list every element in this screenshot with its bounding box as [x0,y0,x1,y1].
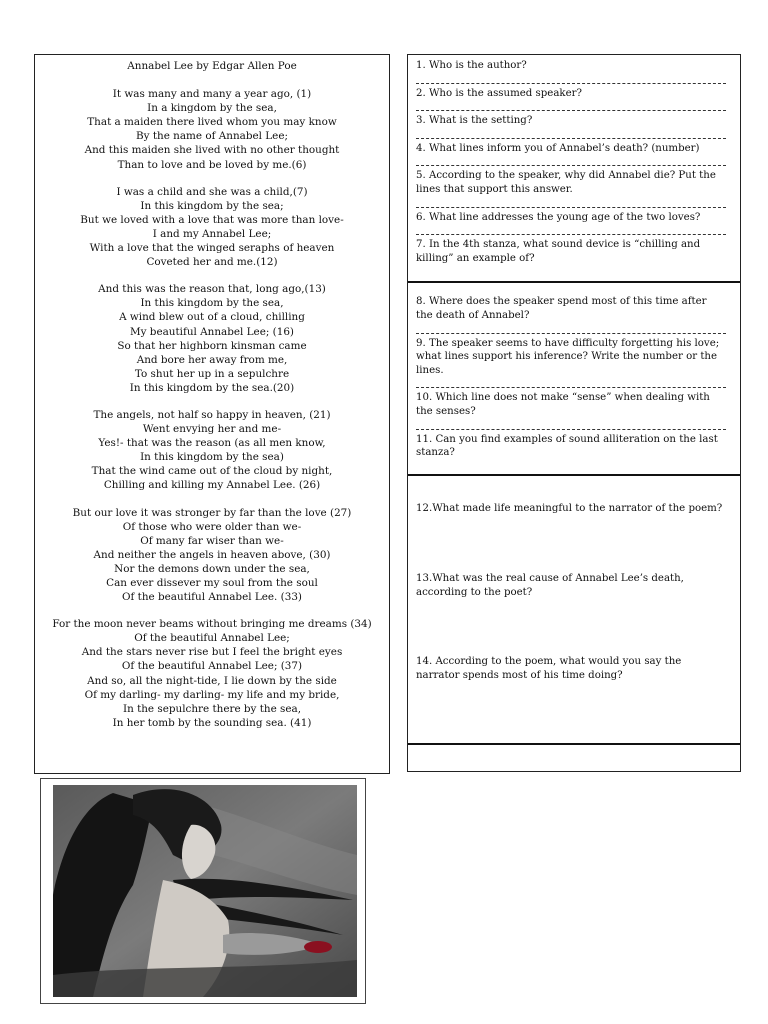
stanza [41,408,383,493]
red-rose [304,941,332,953]
poem-line: Of the beautiful Annabel Lee; (37) [121,660,303,673]
question-10-line-1: 10. Which line does not make “sense” when dealing with [416,392,710,404]
poem-line: But we loved with a love that was more than love- [80,213,344,226]
poem-line: Of many far wiser than we- [140,534,284,547]
question-9-line-3: lines. [416,364,444,376]
poem-line: That the wind came out of the cloud by night, [91,465,333,478]
poem-line: Of the beautiful Annabel Lee; [134,632,290,645]
poem-line: By the name of Annabel Lee; [136,130,288,143]
poem-line: Chilling and killing my Annabel Lee. (26) [103,479,321,492]
poem-line: Yes!- that was the reason (as all men know, [98,437,326,450]
poem-line: So that her highborn kinsman came [117,339,307,352]
question-14-line-2: narrator spends most of his time doing? [416,670,623,682]
question-13-line-1: 13.What was the real cause of Annabel Lee’s death, [416,573,684,585]
question-6: 6. What line addresses the young age of the two loves? [416,211,701,223]
answer-line[interactable] [416,224,726,235]
poem-line: Of those who were older than we- [122,520,302,533]
poem-stanzas [41,87,383,730]
poem-line: Went envying her and me- [142,423,282,436]
poem-line: With a love that the winged seraphs of heaven [89,242,335,255]
question-1: 1. Who is the author? [416,60,527,71]
question-11-line-1: 11. Can you find examples of sound alliteration on the last [416,433,718,445]
answer-space[interactable] [416,599,732,655]
spacer [416,476,732,502]
question-5-line-2: lines that support this answer. [416,183,573,195]
poem-title: Annabel Lee by Edgar Allen Poe [127,60,297,72]
answer-space[interactable] [416,683,732,743]
question-11-line-2: stanza? [416,447,455,459]
question-8-line-2: the death of Annabel? [416,309,530,321]
painting-svg [53,785,357,997]
illustration-frame [40,778,366,1004]
poem-line: Of the beautiful Annabel Lee. (33) [122,591,302,604]
stanza [41,506,383,605]
poem-line: Can ever dissever my soul from the soul [106,577,318,589]
poem-line: I and my Annabel Lee; [152,227,272,240]
question-7-line-1: 7. In the 4th stanza, what sound device is “chilling and [416,239,701,251]
stanza [41,87,383,172]
poem-line: It was many and many a year ago, (1) [112,88,312,101]
spacer [416,283,732,295]
question-4: 4. What lines inform you of Annabel’s death? (number) [416,142,700,154]
poem-line: In the sepulchre there by the sea, [122,702,302,715]
questions-panel [407,54,741,772]
poem-line: For the moon never beams without bringing me dreams (34) [52,618,372,631]
poem-line: That a maiden there lived whom you may know [87,116,337,129]
answer-line[interactable] [416,419,726,430]
answer-line[interactable] [416,128,726,139]
poem-line: Than to love and be loved by me.(6) [117,158,307,171]
poem-line: And so, all the night-tide, I lie down by the side [87,674,337,687]
poem-line: And neither the angels in heaven above, (30) [93,548,331,561]
answer-space[interactable] [416,265,732,281]
poem-line: In this kingdom by the sea, [140,297,284,310]
question-7-line-2: killing” an example of? [416,252,535,264]
answer-line[interactable] [416,377,726,388]
answer-space[interactable] [416,460,732,474]
question-2: 2. Who is the assumed speaker? [416,87,582,99]
answer-line[interactable] [416,197,726,208]
question-8-line-1: 8. Where does the speaker spend most of this time after [416,296,707,308]
poem-line: And bore her away from me, [136,353,288,366]
poem-line: To shut her up in a sepulchre [134,367,290,380]
answer-line[interactable] [416,323,726,334]
poem-line: A wind blew out of a cloud, chilling [119,311,305,324]
question-9-line-2: what lines support his inference? Write the number or the [416,351,718,363]
answer-space[interactable] [416,515,732,572]
poem-line: But our love it was stronger by far than the love (27) [72,506,352,519]
question-5-line-1: 5. According to the speaker, why did Annabel die? Put the [416,170,716,182]
poem-line: Nor the demons down under the sea, [114,562,310,575]
poem-line: I was a child and she was a child,(7) [116,185,308,198]
poem-line: In this kingdom by the sea.(20) [129,381,295,394]
poem-panel [34,54,390,774]
poem-line: And this maiden she lived with no other thought [84,144,340,157]
poem-line: My beautiful Annabel Lee; (16) [129,325,294,338]
answer-line[interactable] [416,100,726,111]
poem-line: In her tomb by the sounding sea. (41) [112,716,312,729]
stanza [41,617,383,730]
stanza [41,282,383,395]
poem-line: In this kingdom by the sea; [140,199,284,212]
poem-line: In a kingdom by the sea, [147,102,277,115]
answer-line[interactable] [416,73,726,84]
question-3: 3. What is the setting? [416,115,533,127]
question-14-line-1: 14. According to the poem, what would you say the [416,656,682,668]
question-10-line-2: the senses? [416,405,476,417]
answer-line[interactable] [416,155,726,166]
question-9-line-1: 9. The speaker seems to have difficulty forgetting his love; [416,337,720,349]
poem-line: Coveted her and me.(12) [146,256,278,269]
stanza [41,185,383,270]
poem-line: The angels, not half so happy in heaven, (21) [93,408,331,421]
poem-line: And this was the reason that, long ago,(13) [98,283,326,296]
annabel-lee-painting [53,785,357,997]
section-divider [408,743,740,745]
question-12: 12.What made life meaningful to the narrator of the poem? [416,502,723,514]
question-13-line-2: according to the poet? [416,586,533,598]
poem-line: In this kingdom by the sea) [140,451,284,464]
poem-line: Of my darling- my darling- my life and my bride, [84,688,340,701]
poem-line: And the stars never rise but I feel the bright eyes [81,646,343,659]
